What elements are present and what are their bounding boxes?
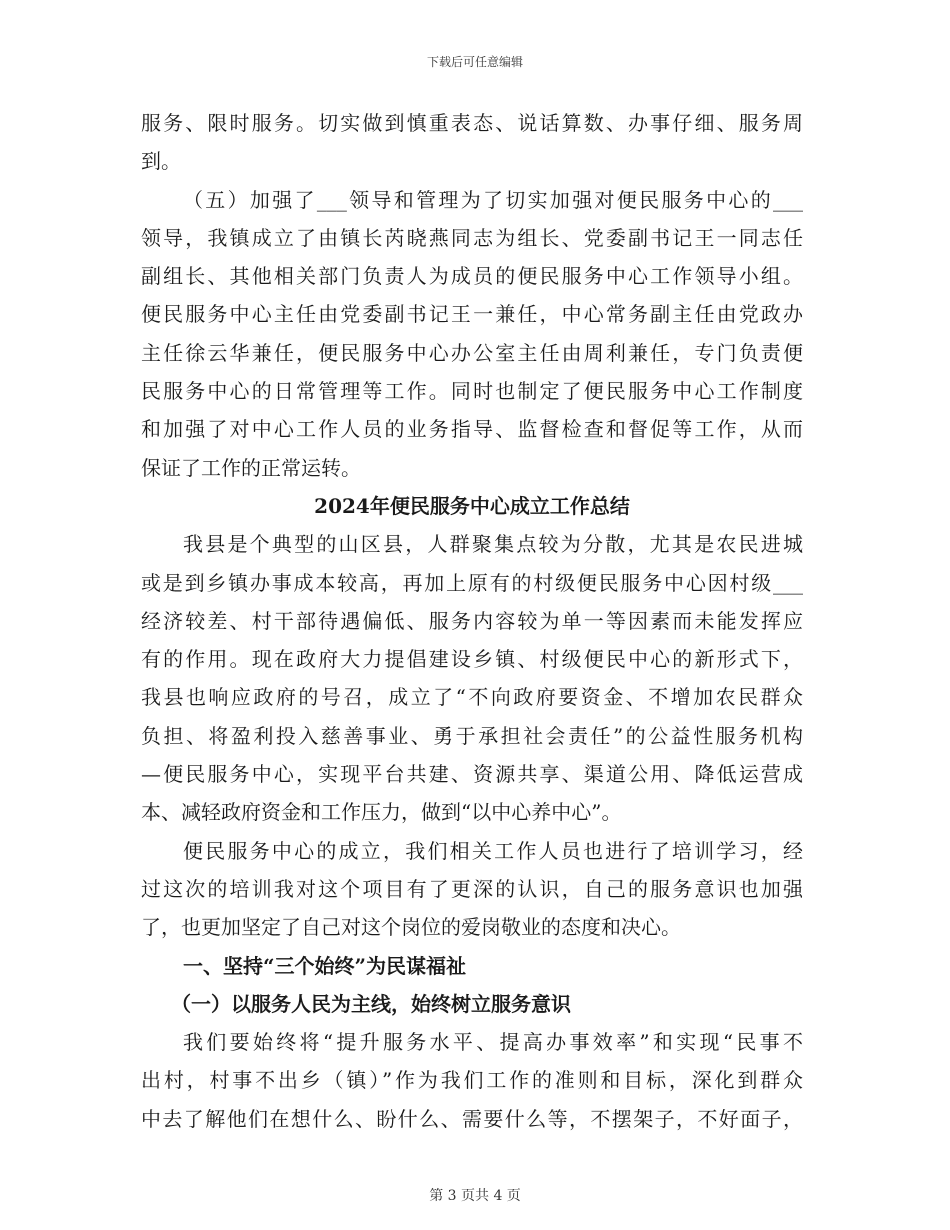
body-line: 副组长、其他相关部门负责人为成员的便民服务中心工作领导小组。 [141,264,803,289]
body-line: 中去了解他们在想什么、盼什么、需要什么等，不摆架子，不好面子， [141,1106,803,1131]
body-line: 经济较差、村干部待遇偏低、服务内容较为单一等因素而未能发挥应 [141,608,803,633]
body-line: 有的作用。现在政府大力提倡建设乡镇、村级便民中心的新形式下， [141,647,803,672]
body-line: —便民服务中心，实现平台共建、资源共享、渠道公用、降低运营成 [141,762,803,787]
document-body [141,104,803,1138]
body-line: （五）加强了___领导和管理为了切实加强对便民服务中心的___ [183,187,803,212]
body-line: 便民服务中心的成立，我们相关工作人员也进行了培训学习，经 [183,838,803,863]
body-line: 民服务中心的日常管理等工作。同时也制定了便民服务中心工作制度 [141,379,803,404]
body-line: 负担、将盈利投入慈善事业、勇于承担社会责任”的公益性服务机构 [141,723,803,748]
body-line: 或是到乡镇办事成本较高，再加上原有的村级便民服务中心因村级___ [141,570,803,595]
body-line: 过这次的培训我对这个项目有了更深的认识，自己的服务意识也加强 [141,876,803,901]
section-title: 2024年便民服务中心成立工作总结 [314,493,630,518]
body-line: 到。 [141,149,181,174]
body-line: 服务、限时服务。切实做到慎重表态、说话算数、办事仔细、服务周 [141,111,803,135]
body-line: 我们要始终将“提升服务水平、提高办事效率”和实现“民事不 [183,1030,803,1055]
body-line: 主任徐云华兼任，便民服务中心办公室主任由周利兼任，专门负责便 [141,340,803,365]
body-line: 保证了工作的正常运转。 [141,455,361,480]
body-line: 本、减轻政府资金和工作压力，做到“以中心养中心”。 [141,800,622,825]
heading-level-1: 一、坚持“三个始终”为民谋福祉 [183,953,467,978]
page-header: 下载后可任意编辑 [426,55,523,69]
body-line: 出村，村事不出乡（镇）”作为我们工作的准则和目标，深化到群众 [141,1068,803,1093]
body-line: 领导，我镇成立了由镇长芮晓燕同志为组长、党委副书记王一同志任 [141,225,803,250]
body-line: 了，也更加坚定了自己对这个岗位的爱岗敬业的态度和决心。 [141,915,681,940]
body-line: 便民服务中心主任由党委副书记王一兼任，中心常务副主任由党政办 [141,302,803,327]
page-footer: 第 3 页共 4 页 [429,1188,521,1204]
body-line: 我县也响应政府的号召，成立了“不向政府要资金、不增加农民群众 [141,685,803,710]
body-line: 和加强了对中心工作人员的业务指导、监督检查和督促等工作，从而 [141,417,803,442]
body-line: 我县是个典型的山区县，人群聚集点较为分散，尤其是农民进城 [183,532,803,557]
heading-level-2: （一）以服务人民为主线，始终树立服务意识 [171,991,571,1016]
